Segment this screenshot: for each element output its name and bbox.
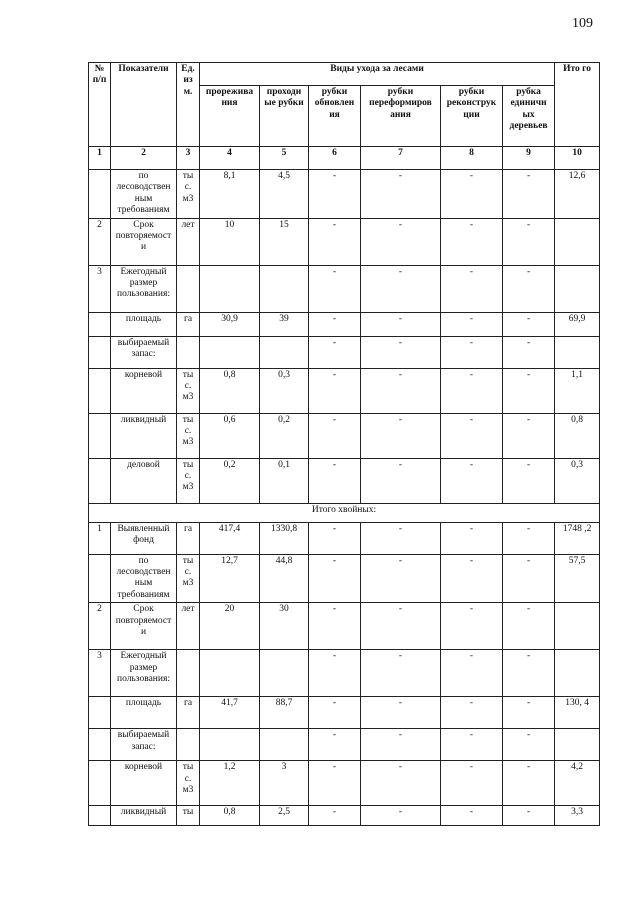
column-number: 4 [200,147,260,170]
column-number: 3 [177,147,200,170]
column-number: 8 [441,147,503,170]
table-row [89,650,600,697]
table-cell: га [177,697,200,729]
table-cell: - [441,368,503,413]
table-cell [200,650,260,697]
table-cell: 0,1 [260,458,309,503]
column-number: 6 [309,147,361,170]
table-cell: лет [177,603,200,650]
header-sub: проходи ые рубки [260,86,309,147]
table-cell: 20 [200,603,260,650]
column-number: 2 [111,147,177,170]
table-cell: - [361,650,441,697]
table-cell [555,218,600,265]
table-cell: - [441,522,503,554]
table-row [89,697,600,729]
table-cell: - [361,413,441,458]
header-sub: рубки обновлен ия [309,86,361,147]
table-cell: - [441,650,503,697]
table-cell: - [309,312,361,336]
indicator-cell: Выявленный фонд [111,522,177,554]
header-sub: рубки реконструк ции [441,86,503,147]
table-row [89,761,600,806]
table-row [89,265,600,312]
table-cell [200,265,260,312]
table-row [89,368,600,413]
table-cell: 130, 4 [555,697,600,729]
table-cell: - [361,761,441,806]
table-cell [89,170,111,219]
table-cell: - [503,218,555,265]
header-unit: Ед. из м. [177,63,200,147]
table-cell: - [361,697,441,729]
table-cell [177,729,200,761]
table-row [89,603,600,650]
table-cell: - [361,218,441,265]
forest-care-table [88,62,600,826]
table-cell: - [309,697,361,729]
table-cell: - [309,761,361,806]
table-cell [260,729,309,761]
table-cell [555,729,600,761]
table-cell: 1,1 [555,368,600,413]
table-cell: 12,6 [555,170,600,219]
table-cell: - [441,554,503,603]
indicator-cell: деловой [111,458,177,503]
table-cell: - [361,522,441,554]
table-body [89,170,600,826]
table-cell: 1,2 [200,761,260,806]
table-cell: - [441,729,503,761]
table-cell: - [361,603,441,650]
table-cell: 0,2 [260,413,309,458]
table-cell: - [503,697,555,729]
table-cell: га [177,312,200,336]
table-cell: 1 [89,522,111,554]
indicator-cell: Ежегодный размер пользования: [111,265,177,312]
indicator-cell: по лесоводствен ным требованиям [111,554,177,603]
table-cell: лет [177,218,200,265]
header-num: № п/п [89,63,111,147]
table-cell: ты с. м3 [177,368,200,413]
table-cell: 2,5 [260,806,309,826]
table-cell [260,265,309,312]
table-cell: 30,9 [200,312,260,336]
header-sub: прорежива ния [200,86,260,147]
table-cell [89,336,111,368]
table-row [89,312,600,336]
table-cell: - [361,336,441,368]
table-cell: 0,2 [200,458,260,503]
table-cell: - [441,761,503,806]
table-cell: - [361,806,441,826]
indicator-cell: по лесоводствен ным требованиям [111,170,177,219]
table-cell [555,650,600,697]
table-cell: - [503,336,555,368]
table-cell: - [441,312,503,336]
table-cell: 0,6 [200,413,260,458]
table-cell: 4,5 [260,170,309,219]
table-cell: - [309,650,361,697]
table-cell: - [441,336,503,368]
table-cell: - [309,218,361,265]
table-cell: - [503,603,555,650]
page-number: 109 [572,16,593,31]
indicator-cell: ликвидный [111,413,177,458]
table-cell: 41,7 [200,697,260,729]
header-total: Ито го [555,63,600,147]
section-row [89,503,600,522]
table-cell [89,806,111,826]
indicator-cell: выбираемый запас: [111,729,177,761]
table-cell: 10 [200,218,260,265]
table-cell: 57,5 [555,554,600,603]
table-cell: - [309,458,361,503]
table-cell [200,729,260,761]
table-cell: 4,2 [555,761,600,806]
table-cell: - [503,413,555,458]
table-row [89,522,600,554]
header-sub: рубки переформиров ания [361,86,441,147]
table-cell: - [309,522,361,554]
table-row [89,336,600,368]
header-sub: рубка единичн ых деревьев [503,86,555,147]
table-cell [89,413,111,458]
column-number: 9 [503,147,555,170]
table-cell: 12,7 [200,554,260,603]
header-indicators: Показатели [111,63,177,147]
table-cell: - [503,729,555,761]
section-title: Итого хвойных: [89,503,600,522]
table-cell: 2 [89,218,111,265]
table-cell: - [309,554,361,603]
table-cell: 3 [89,265,111,312]
table-cell: - [309,336,361,368]
table-row [89,170,600,219]
table-cell: - [441,458,503,503]
column-number: 5 [260,147,309,170]
table-cell: - [361,729,441,761]
table-cell: 30 [260,603,309,650]
table-cell [89,729,111,761]
table-cell: 1748 ,2 [555,522,600,554]
table-cell: ты [177,806,200,826]
table-cell: 3 [260,761,309,806]
table-cell: - [309,729,361,761]
table-row [89,729,600,761]
column-number: 1 [89,147,111,170]
table-row [89,806,600,826]
table-row [89,413,600,458]
table-row [89,458,600,503]
table-cell: 3,3 [555,806,600,826]
indicator-cell: Ежегодный размер пользования: [111,650,177,697]
table-cell [260,650,309,697]
table-cell: - [503,170,555,219]
table-cell: - [309,603,361,650]
table-cell [177,650,200,697]
table-cell: 0,8 [555,413,600,458]
table-cell [177,336,200,368]
table-cell: 44,8 [260,554,309,603]
table-cell: - [309,170,361,219]
table-cell: - [441,170,503,219]
table-cell [555,603,600,650]
table-cell [89,458,111,503]
table-cell: - [503,554,555,603]
table-cell: 0,8 [200,368,260,413]
table-cell: - [441,265,503,312]
table-cell [555,265,600,312]
table-cell: - [441,806,503,826]
table-cell: 69,9 [555,312,600,336]
table-cell [89,697,111,729]
table-cell: 1330,8 [260,522,309,554]
table-cell [89,368,111,413]
table-cell: 3 [89,650,111,697]
table-cell: - [361,368,441,413]
table-cell: - [361,312,441,336]
table-cell: - [361,554,441,603]
table-cell: ты с. м3 [177,761,200,806]
table-cell: - [503,368,555,413]
table-cell: 2 [89,603,111,650]
table-cell: 0,8 [200,806,260,826]
table-cell: га [177,522,200,554]
table-cell: - [503,458,555,503]
table-cell: 0,3 [260,368,309,413]
indicator-cell: корневой [111,368,177,413]
table-cell [89,554,111,603]
indicator-cell: выбираемый запас: [111,336,177,368]
table-cell: 417,4 [200,522,260,554]
indicator-cell: площадь [111,697,177,729]
header-group-title: Виды ухода за лесами [200,63,555,86]
table-row [89,554,600,603]
table-cell: - [503,522,555,554]
table-cell [200,336,260,368]
table-cell [555,336,600,368]
table-cell [260,336,309,368]
table-cell: 88,7 [260,697,309,729]
table-cell: - [441,603,503,650]
table-cell: - [503,265,555,312]
indicator-cell: Срок повторяемост и [111,603,177,650]
table-cell: 39 [260,312,309,336]
table-cell: ты с. м3 [177,170,200,219]
column-number: 10 [555,147,600,170]
table-cell: 8,1 [200,170,260,219]
indicator-cell: Срок повторяемост и [111,218,177,265]
indicator-cell: площадь [111,312,177,336]
table-cell: ты с. м3 [177,554,200,603]
table-cell: - [361,170,441,219]
indicator-cell: корневой [111,761,177,806]
table-cell: - [441,218,503,265]
table-cell: - [503,806,555,826]
table-cell: - [503,650,555,697]
table-cell: - [309,806,361,826]
table-cell: - [361,265,441,312]
table-cell [89,761,111,806]
table-cell: - [441,697,503,729]
table-cell: - [503,761,555,806]
table-cell [89,312,111,336]
table-cell: ты с. м3 [177,458,200,503]
table-cell: ты с. м3 [177,413,200,458]
table-cell: - [441,413,503,458]
table-cell: - [361,458,441,503]
table-row [89,218,600,265]
table-cell: - [503,312,555,336]
indicator-cell: ликвидный [111,806,177,826]
table-cell [177,265,200,312]
table-cell: 15 [260,218,309,265]
table-cell: 0,3 [555,458,600,503]
table-cell: - [309,368,361,413]
table-cell: - [309,265,361,312]
table-cell: - [309,413,361,458]
column-number: 7 [361,147,441,170]
